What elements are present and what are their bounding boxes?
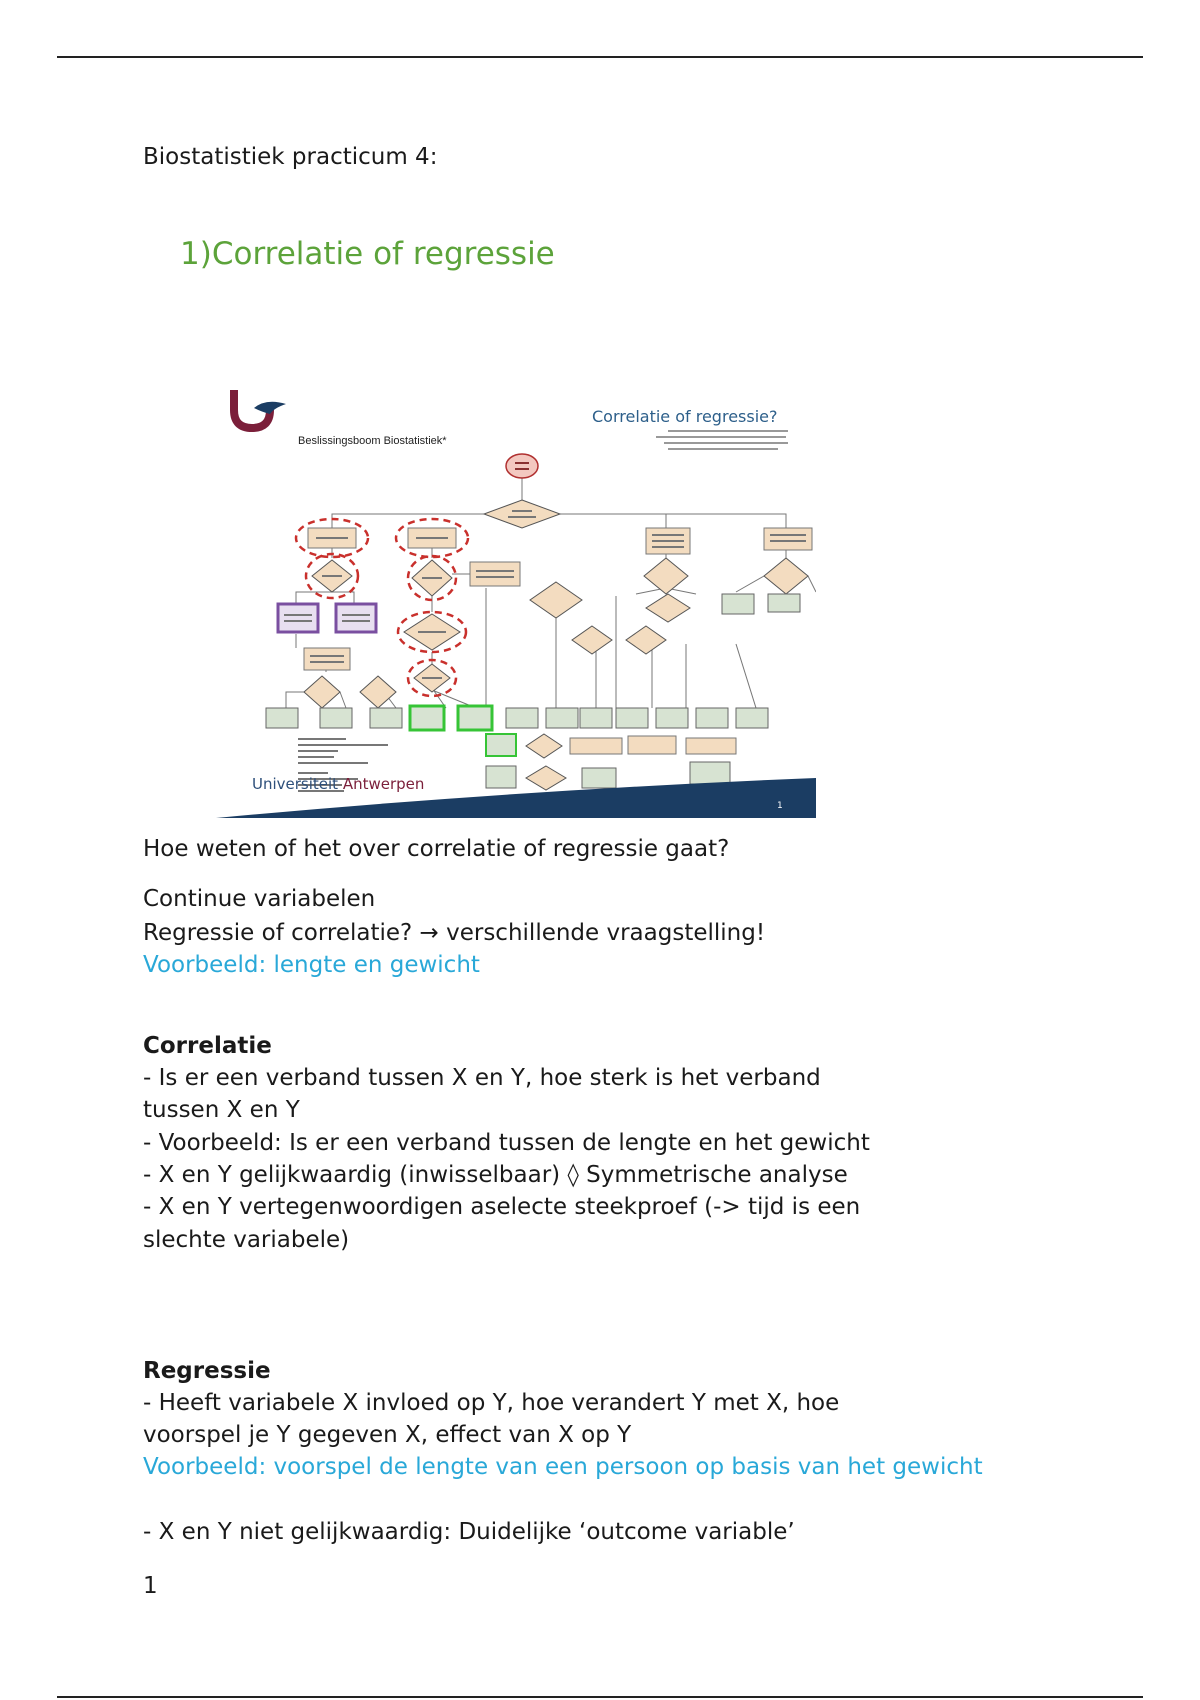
correlation-line: - Voorbeeld: Is er een verband tussen de lengte en het gewicht [143, 1130, 870, 1156]
correlation-title: Correlatie [143, 1033, 272, 1059]
document-title: Biostatistiek practicum 4: [143, 144, 438, 170]
slide-footnote [656, 430, 788, 450]
outcome-line: - X en Y niet gelijkwaardig: Duidelijke ‘outcome variable’ [143, 1519, 795, 1545]
university-logo-icon [234, 390, 286, 428]
regression-line: voorspel je Y gegeven X, effect van X op Y [143, 1422, 632, 1448]
bottom-rule [57, 1696, 1143, 1698]
tree-title: Beslissingsboom Biostatistiek* [298, 435, 447, 447]
correlation-line: - X en Y gelijkwaardig (inwisselbaar) ◊ Symmetrische analyse [143, 1162, 848, 1188]
correlation-line: slechte variabele) [143, 1227, 350, 1253]
slide-heading: Correlatie of regressie? [592, 407, 778, 426]
decision-tree-slide [216, 362, 816, 818]
section-heading [180, 236, 555, 272]
top-rule [57, 56, 1143, 58]
correlation-line: - Is er een verband tussen X en Y, hoe sterk is het verband [143, 1065, 821, 1091]
regression-title: Regressie [143, 1358, 271, 1384]
university-name: Universiteit Antwerpen [252, 775, 425, 793]
section-title: Correlatie of regressie [211, 236, 555, 272]
regression-example: Voorbeeld: voorspel de lengte van een persoon op basis van het gewicht [143, 1454, 983, 1480]
example-line: Voorbeeld: lengte en gewicht [143, 952, 480, 978]
page-number: 1 [143, 1573, 158, 1599]
section-number: 1) [180, 236, 212, 272]
correlation-line: tussen X en Y [143, 1097, 300, 1123]
regression-line: - Heeft variabele X invloed op Y, hoe verandert Y met X, hoe [143, 1390, 840, 1416]
slide-number: 1 [777, 801, 783, 811]
regression-correlation-line: Regressie of correlatie? → verschillende vraagstelling! [143, 920, 766, 946]
question-line: Hoe weten of het over correlatie of regressie gaat? [143, 836, 730, 862]
correlation-line: - X en Y vertegenwoordigen aselecte steekproef (-> tijd is een [143, 1194, 861, 1220]
continuous-line: Continue variabelen [143, 886, 376, 912]
